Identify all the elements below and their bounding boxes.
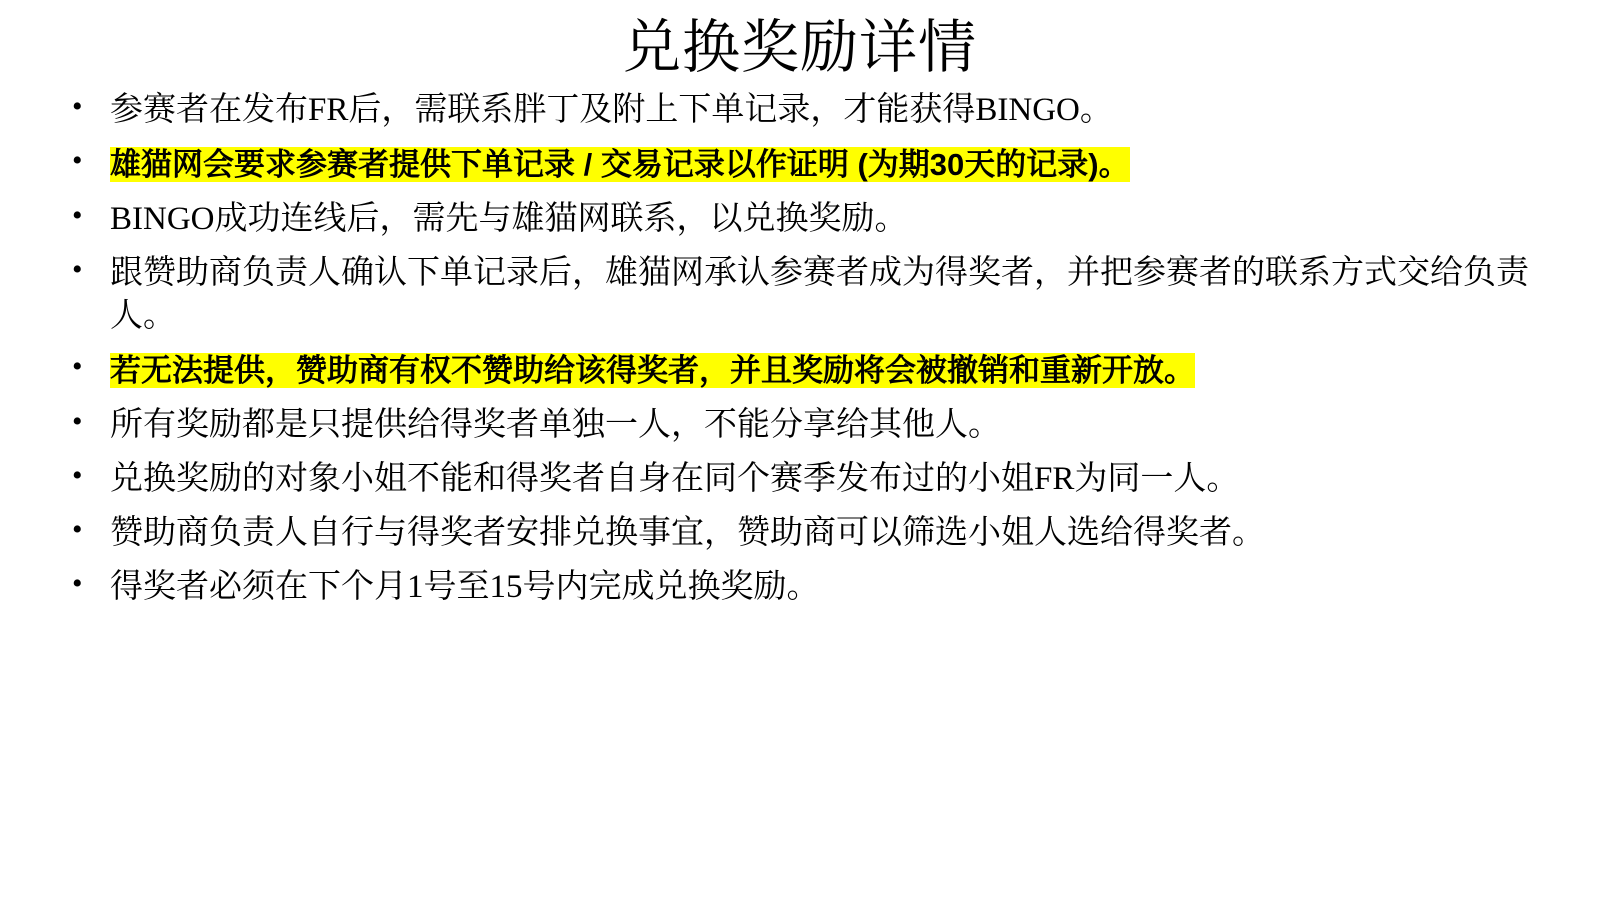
list-item-text: 若无法提供，赞助商有权不赞助给该得奖者，并且奖励将会被撤销和重新开放。 bbox=[110, 352, 1195, 388]
list-item-highlighted bbox=[110, 143, 1560, 187]
page-title: 兑换奖励详情 bbox=[622, 15, 977, 80]
list-item-text: 赞助商负责人自行与得奖者安排兑换事宜，赞助商可以筛选小姐人选给得奖者。 bbox=[110, 514, 1265, 551]
list-item bbox=[110, 252, 1560, 338]
list-item-text: 得奖者必须在下个月1号至15号内完成兑换奖励。 bbox=[110, 568, 820, 605]
slide-canvas bbox=[0, 15, 1600, 902]
list-item-text: 兑换奖励的对象小姐不能和得奖者自身在同个赛季发布过的小姐FR为同一人。 bbox=[110, 460, 1240, 497]
list-item-text: 跟赞助商负责人确认下单记录后，雄猫网承认参赛者成为得奖者，并把参赛者的联系方式交给负责人。 bbox=[110, 254, 1529, 334]
list-item bbox=[110, 458, 1560, 501]
list-item-text: BINGO成功连线后，需先与雄猫网联系，以兑换奖励。 bbox=[110, 201, 908, 237]
bullet-list bbox=[0, 89, 1600, 609]
list-item bbox=[110, 198, 1560, 241]
list-item bbox=[110, 566, 1560, 609]
list-item bbox=[110, 512, 1560, 555]
list-item bbox=[110, 89, 1560, 132]
list-item-highlighted bbox=[110, 349, 1560, 393]
list-item-text: 参赛者在发布FR后，需联系胖丁及附上下单记录，才能获得BINGO。 bbox=[110, 91, 1113, 128]
list-item bbox=[110, 404, 1560, 447]
list-item-text: 雄猫网会要求参赛者提供下单记录 / 交易记录以作证明 (为期30天的记录)。 bbox=[110, 146, 1130, 182]
list-item-text: 所有奖励都是只提供给得奖者单独一人，不能分享给其他人。 bbox=[110, 406, 1001, 443]
